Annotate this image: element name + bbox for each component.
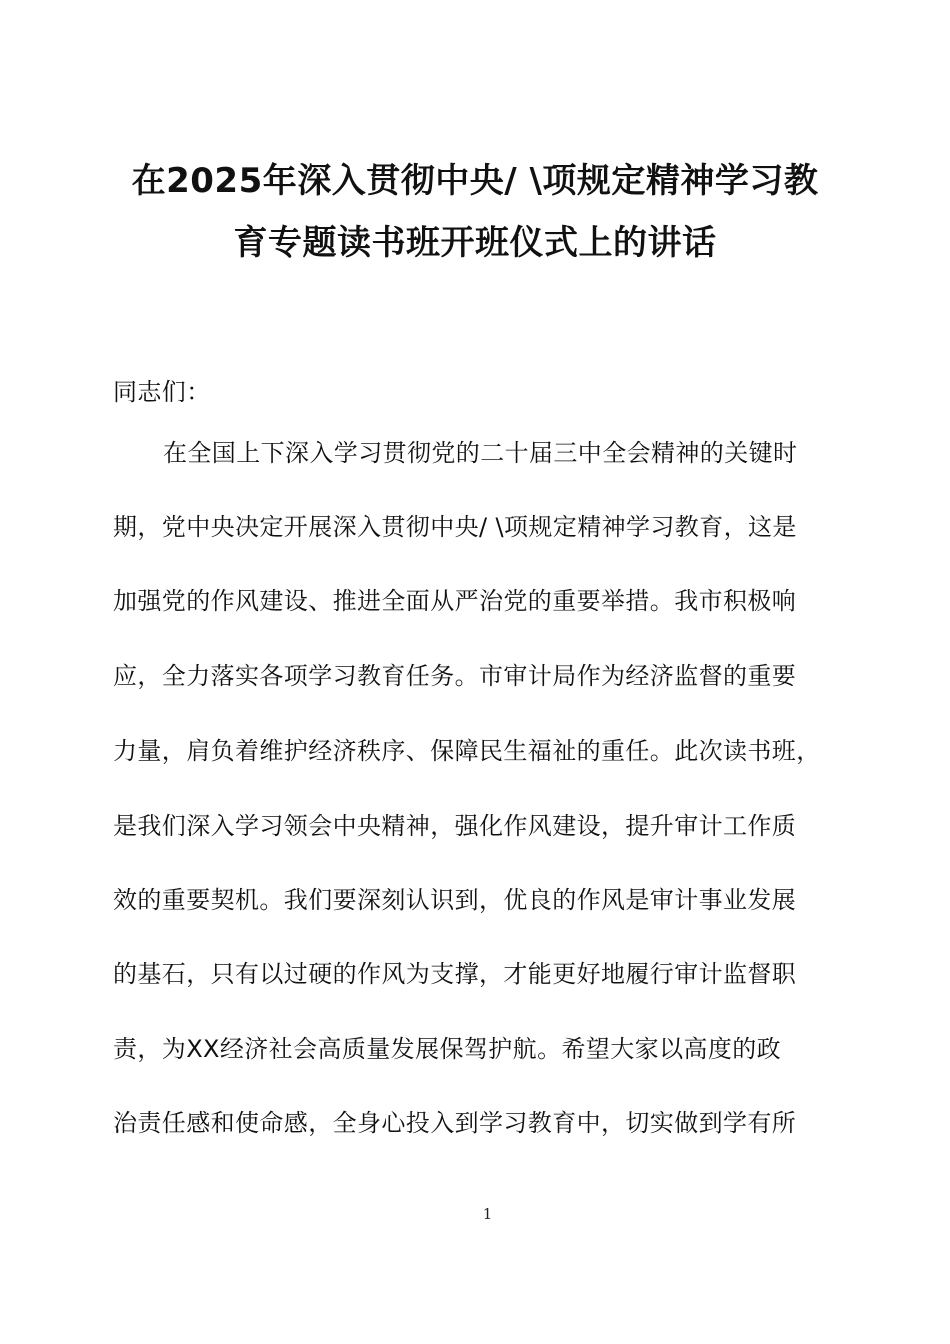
- salutation: 同志们：: [113, 378, 211, 406]
- title-line-2: 育专题读书班开班仪式上的讲话: [233, 223, 717, 263]
- paragraph-line: 加强党的作风建设、推进全面从严治党的重要举措。我市积极响: [113, 587, 797, 615]
- paragraph-line: 力量，肩负着维护经济秩序、保障民生福祉的重任。此次读书班，: [113, 737, 821, 765]
- paragraph-line: 应，全力落实各项学习教育任务。市审计局作为经济监督的重要: [113, 662, 797, 690]
- document-title: [100, 150, 850, 274]
- paragraph-line: 是我们深入学习领会中央精神，强化作风建设，提升审计工作质: [113, 812, 797, 840]
- paragraph-line: 治责任感和使命感，全身心投入到学习教育中，切实做到学有所: [113, 1109, 797, 1137]
- paragraph-line: 效的重要契机。我们要深刻认识到，优良的作风是审计事业发展: [113, 886, 797, 914]
- title-line-1: 在2025年深入贯彻中央/ \项规定精神学习教: [131, 161, 819, 201]
- paragraph-line: 责，为XX经济社会高质量发展保驾护航。希望大家以高度的政: [113, 1035, 782, 1063]
- paragraph-line: 在全国上下深入学习贯彻党的二十届三中全会精神的关键时: [163, 439, 798, 467]
- page-number: 1: [482, 1205, 493, 1223]
- paragraph-line: 期，党中央决定开展深入贯彻中央/ \项规定精神学习教育，这是: [113, 513, 797, 541]
- paragraph-line: 的基石，只有以过硬的作风为支撑，才能更好地履行审计监督职: [113, 960, 797, 988]
